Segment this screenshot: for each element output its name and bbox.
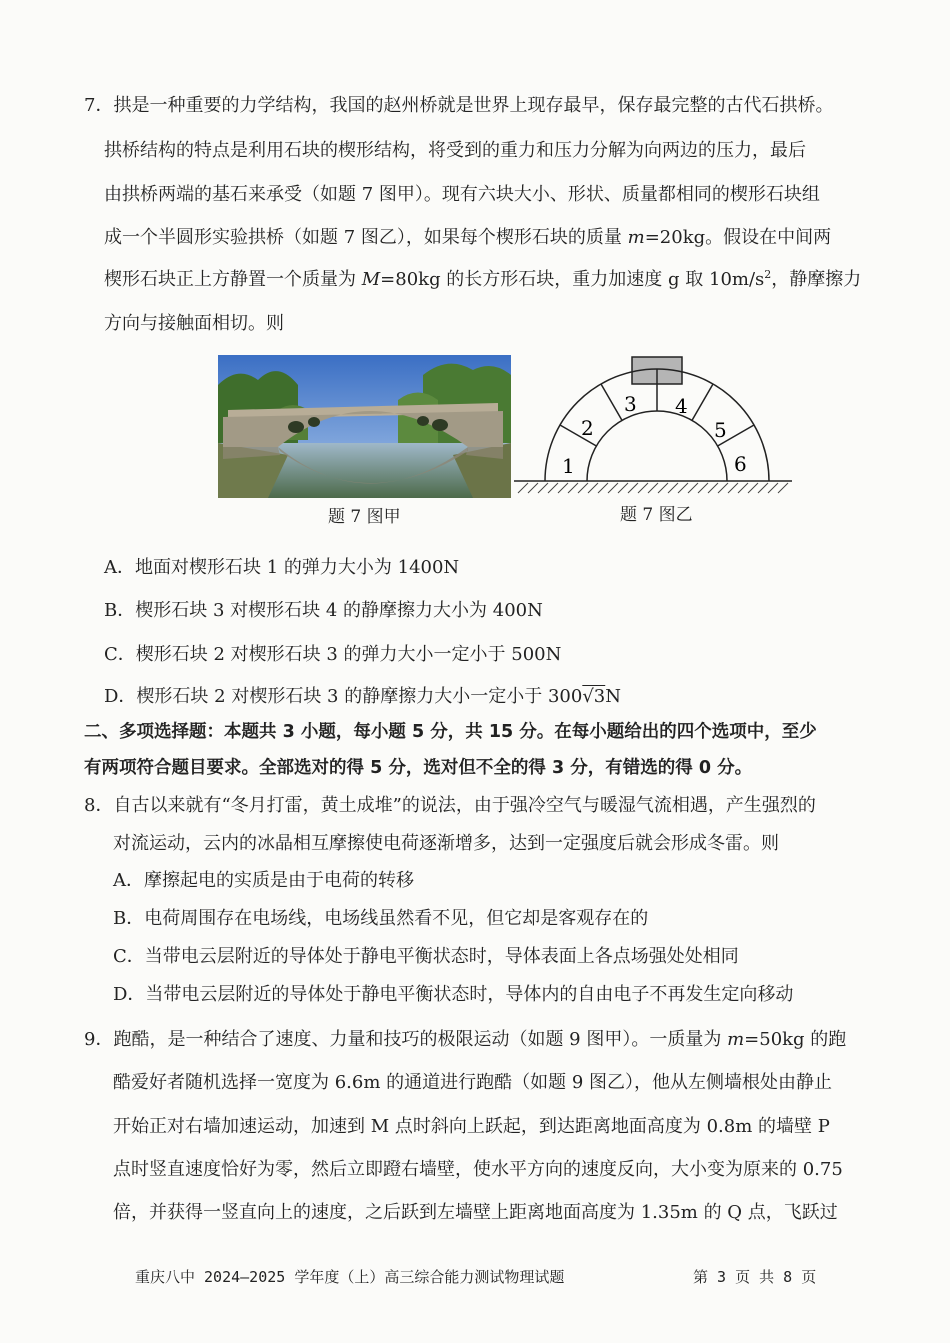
stone-label-2: 2: [581, 416, 594, 440]
arch-diagram: [512, 353, 794, 501]
stone-label-3: 3: [624, 392, 637, 416]
q7-line-5: 楔形石块正上方静置一个质量为 M=80kg 的长方形石块，重力加速度 g 取 $10m/s^2$，静摩擦力: [104, 268, 862, 290]
q9-line-2: 酷爱好者随机选择一宽度为 6.6m 的通道进行跑酷（如题 9 图乙），他从左侧墙根处由静止: [113, 1072, 833, 1093]
q9-line-4: 点时竖直速度恰好为零，然后立即蹬右墙壁，使水平方向的速度反向，大小变为原来的 0.75: [113, 1159, 843, 1180]
q8-option-a: A．摩擦起电的实质是由于电荷的转移: [113, 870, 414, 891]
q7-line-2: 拱桥结构的特点是利用石块的楔形结构，将受到的重力和压力分解为向两边的压力，最后: [104, 140, 806, 161]
footer-page-number: 第 3 页 共 8 页: [693, 1268, 817, 1286]
stone-label-5: 5: [714, 418, 727, 442]
q7-option-d: D．楔形石块 2 对楔形石块 3 的静摩擦力大小一定小于 300√3N: [104, 686, 621, 707]
q8-line-2: 对流运动，云内的冰晶相互摩擦使电荷逐渐增多，达到一定强度后就会形成冬雷。则: [113, 833, 779, 854]
section2-line-2: 有两项符合题目要求。全部选对的得 5 分，选对但不全的得 3 分，有错选的得 0 分。: [84, 758, 753, 778]
stone-label-1: 1: [562, 454, 575, 478]
caption-figure-7b: 题 7 图乙: [620, 505, 693, 525]
q7-line-4: 成一个半圆形实验拱桥（如题 7 图乙），如果每个楔形石块的质量 m=20kg。假设在中间两: [104, 227, 832, 248]
q8-option-c: C．当带电云层附近的导体处于静电平衡状态时，导体表面上各点场强处处相同: [113, 946, 739, 967]
q7-option-a: A．地面对楔形石块 1 的弹力大小为 1400N: [104, 557, 460, 578]
q7-line-1: 7．拱是一种重要的力学结构，我国的赵州桥就是世界上现存最早，保存最完整的古代石拱桥。: [84, 95, 834, 116]
q8-option-d: D．当带电云层附近的导体处于静电平衡状态时，导体内的自由电子不再发生定向移动: [113, 984, 794, 1005]
q7-line-6: 方向与接触面相切。则: [104, 313, 284, 334]
q9-line-5: 倍，并获得一竖直向上的速度，之后跃到左墙壁上距离地面高度为 1.35m 的 Q 点，飞跃过: [113, 1202, 838, 1223]
stone-label-6: 6: [734, 452, 747, 476]
zhaozhou-bridge-photo: [218, 355, 511, 498]
stone-label-4: 4: [675, 394, 688, 418]
q7-option-c: C．楔形石块 2 对楔形石块 3 的弹力大小一定小于 500N: [104, 644, 562, 665]
caption-figure-7a: 题 7 图甲: [328, 507, 401, 527]
section2-line-1: 二、多项选择题：本题共 3 小题，每小题 5 分，共 15 分。在每小题给出的四个选项中，至少: [84, 722, 817, 742]
q9-line-3: 开始正对右墙加速运动，加速到 M 点时斜向上跃起，到达距离地面高度为 0.8m 的墙壁 P: [113, 1116, 830, 1137]
q9-line-1: 9．跑酷，是一种结合了速度、力量和技巧的极限运动（如题 9 图甲）。一质量为 m=50kg 的跑: [84, 1029, 847, 1050]
q7-line-3: 由拱桥两端的基石来承受（如题 7 图甲）。现有六块大小、形状、质量都相同的楔形石块组: [104, 184, 820, 205]
q8-line-1: 8．自古以来就有“冬月打雷，黄土成堆”的说法，由于强冷空气与暖湿气流相遇，产生强烈的: [84, 795, 816, 816]
footer-exam-title: 重庆八中 2024—2025 学年度（上）高三综合能力测试物理试题: [135, 1268, 565, 1286]
q7-option-b: B．楔形石块 3 对楔形石块 4 的静摩擦力大小为 400N: [104, 600, 543, 621]
q8-option-b: B．电荷周围存在电场线，电场线虽然看不见，但它却是客观存在的: [113, 908, 649, 929]
